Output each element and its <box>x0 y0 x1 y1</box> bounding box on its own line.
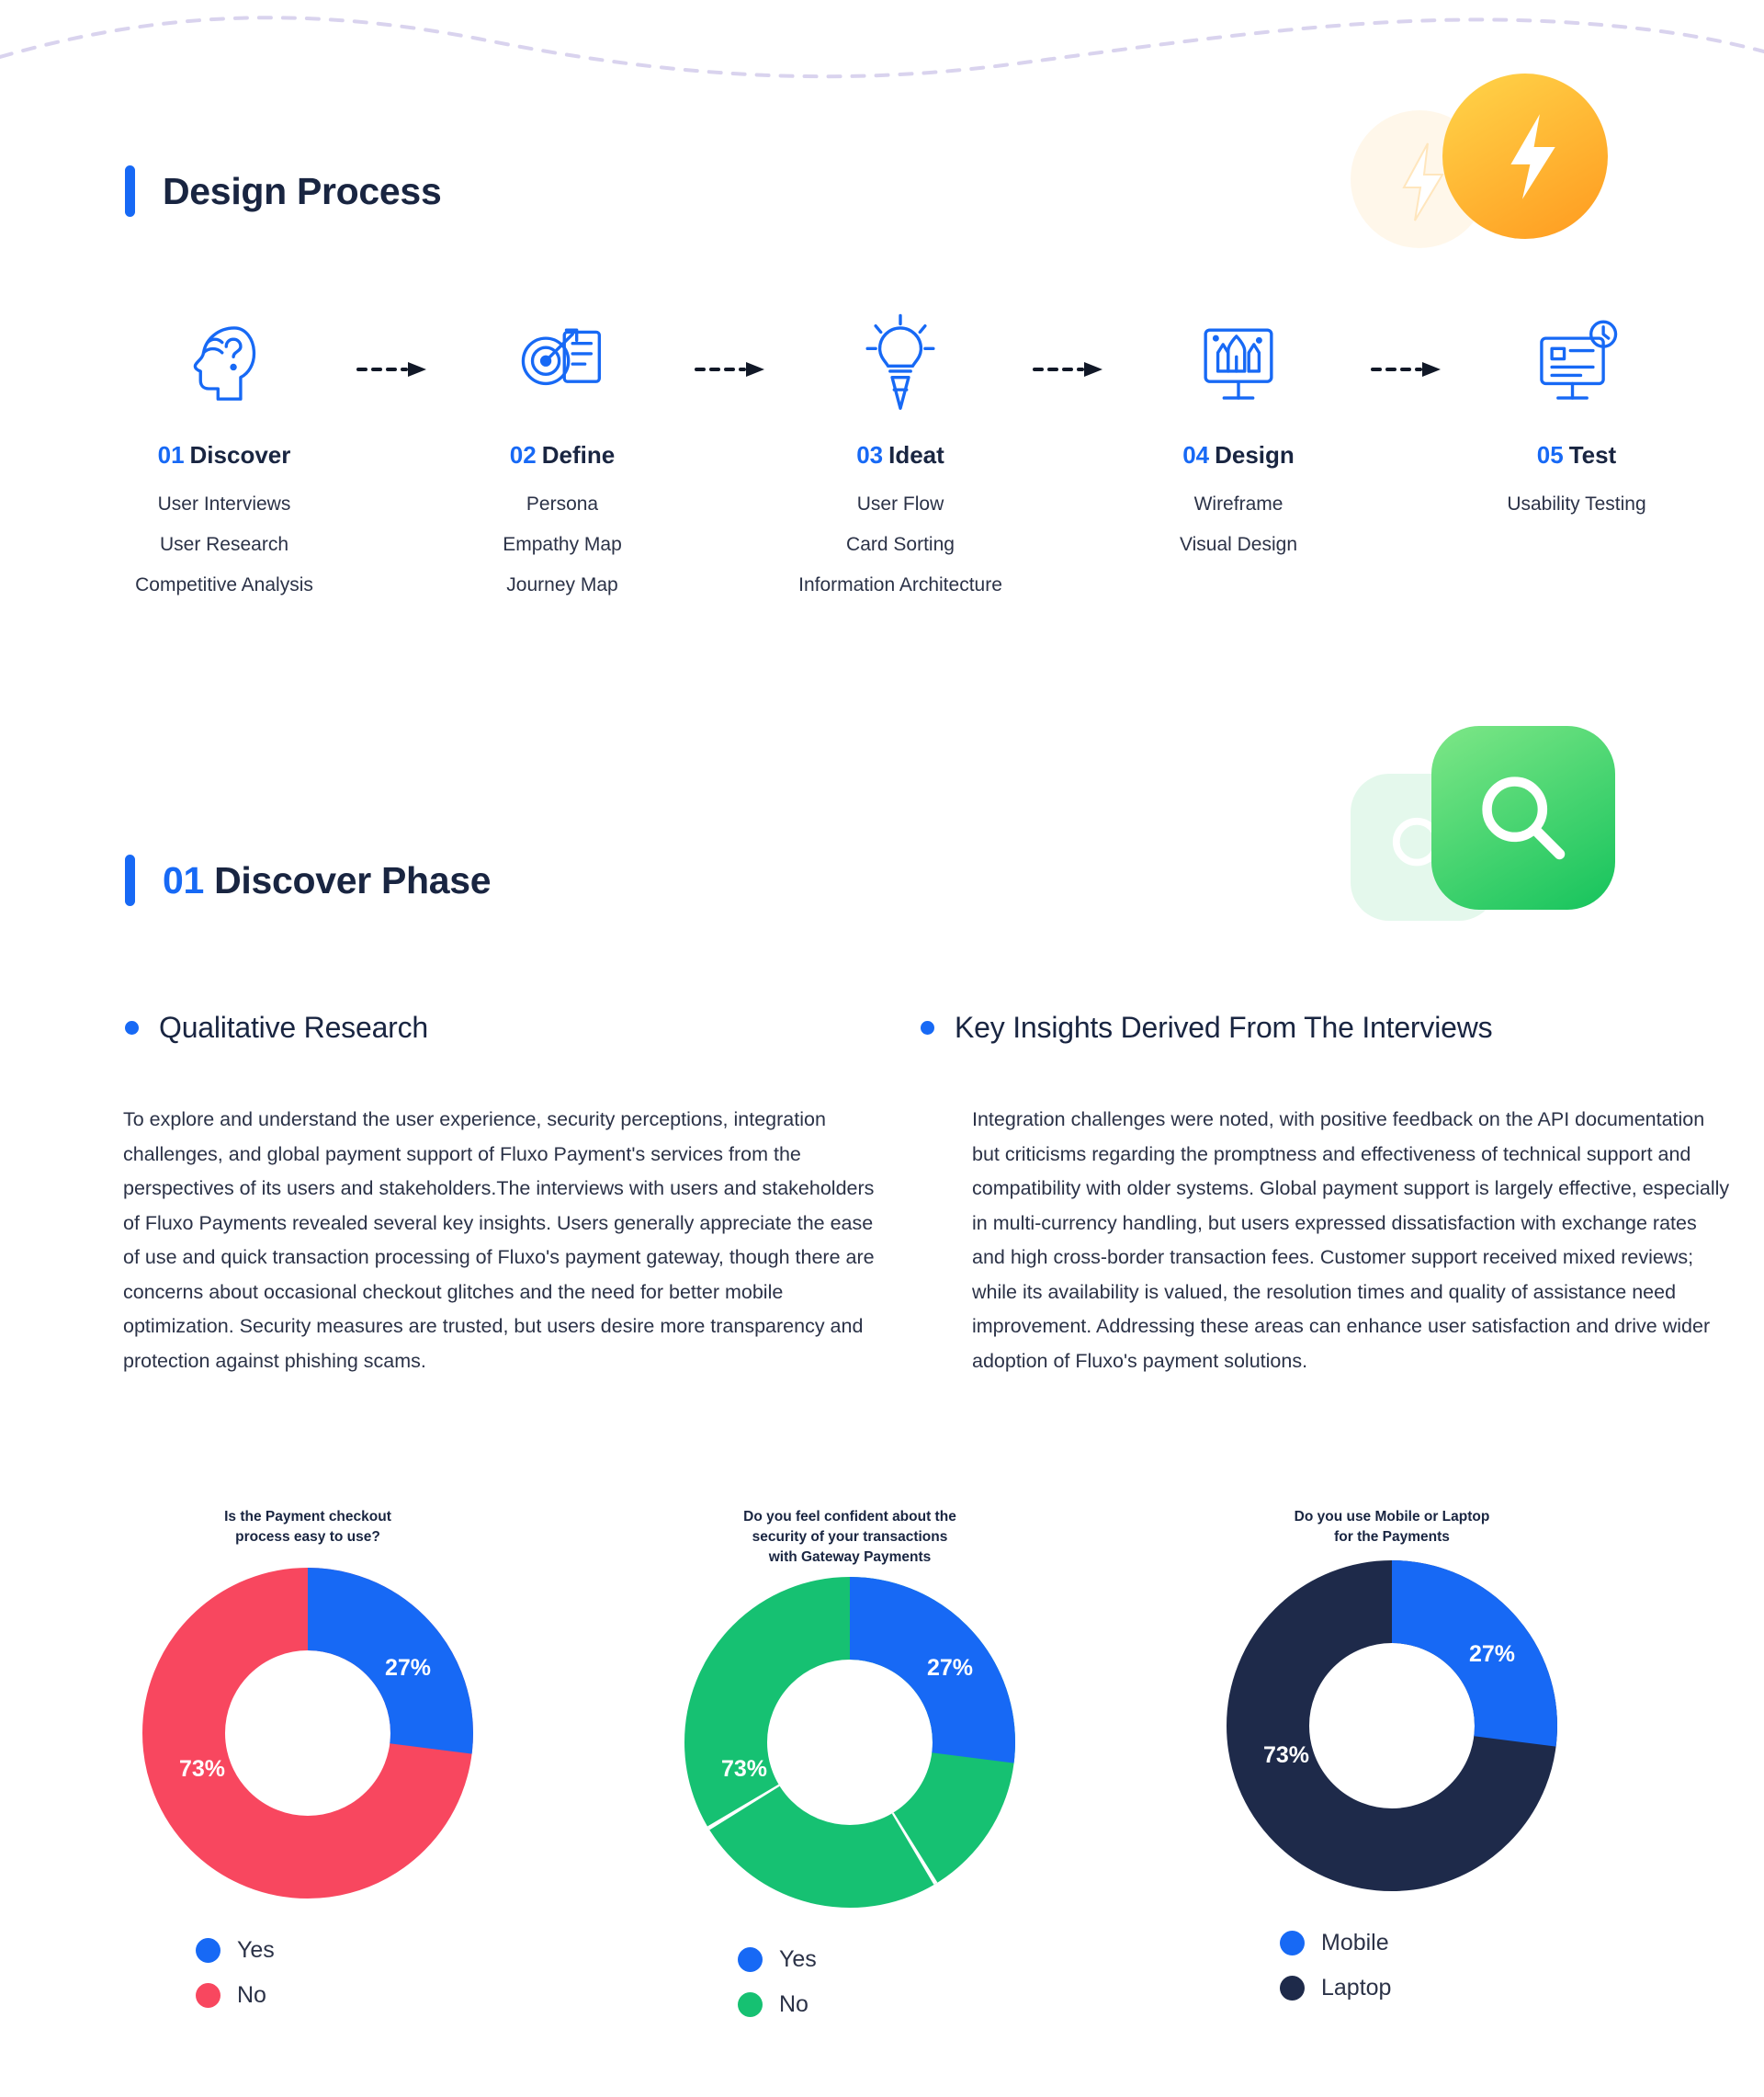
bullet-dot-icon <box>125 1021 139 1035</box>
arrow-icon-2 <box>695 303 768 596</box>
chart-title: Do you feel confident about the security of your transactions with Gateway Payments <box>743 1509 956 1565</box>
arrow-icon-3 <box>1033 303 1106 596</box>
step-items: User Interviews User Research Competitive Analysis <box>135 493 313 595</box>
design-process-heading <box>125 165 441 217</box>
slice-label-no: 73% <box>179 1756 226 1782</box>
column-heading: Qualitative Research <box>159 1011 429 1044</box>
legend-swatch-no <box>196 1983 220 2008</box>
process-step-ideat <box>768 303 1033 596</box>
donut-graphic <box>1135 1560 1649 1891</box>
donut-chart-device-usage <box>1135 1507 1649 2001</box>
legend-swatch-no <box>738 1992 763 2017</box>
slice-label-no: 73% <box>721 1756 768 1782</box>
step-items: Persona Empathy Map Journey Map <box>503 493 622 595</box>
donut-chart-security-confidence <box>593 1507 1107 2018</box>
chart-title: Do you use Mobile or Laptop for the Payments <box>1294 1509 1490 1545</box>
chart-legend <box>1135 1930 1649 2001</box>
search-badge <box>1351 726 1617 928</box>
legend-item: No <box>196 1982 565 2009</box>
chart-legend <box>593 1946 1107 2018</box>
heading-accent-bar <box>125 855 135 906</box>
slice-label-yes: 27% <box>384 1655 431 1681</box>
lightbulb-pencil-icon <box>849 303 952 423</box>
step-items: Usability Testing <box>1507 493 1646 515</box>
legend-swatch-yes <box>196 1938 220 1963</box>
chart-legend <box>51 1937 565 2009</box>
target-document-icon <box>511 303 614 423</box>
donut-graphic <box>51 1568 565 1899</box>
legend-swatch-yes <box>738 1947 763 1972</box>
donut-chart-checkout-ease <box>51 1507 565 2009</box>
step-title: 01 Discover <box>157 441 291 469</box>
step-items: Wireframe Visual Design <box>1179 493 1298 555</box>
monitor-clock-icon <box>1525 303 1628 423</box>
key-insights-heading <box>921 1011 1492 1045</box>
design-tools-monitor-icon <box>1187 303 1290 423</box>
legend-item: Yes <box>196 1937 565 1964</box>
arrow-icon-1 <box>356 303 430 596</box>
donut-graphic <box>593 1577 1107 1908</box>
slice-label-mobile: 27% <box>1468 1641 1515 1667</box>
bullet-dot-icon <box>921 1021 934 1035</box>
process-step-test <box>1444 303 1709 596</box>
slice-label-yes: 27% <box>926 1655 973 1681</box>
legend-swatch-laptop <box>1280 1976 1305 2001</box>
qualitative-research-heading <box>125 1011 428 1045</box>
legend-swatch-mobile <box>1280 1931 1305 1955</box>
page-title: Design Process <box>163 169 442 212</box>
head-brain-question-icon <box>173 303 276 423</box>
step-title: 02 Define <box>509 441 616 469</box>
donut-svg <box>684 1577 1015 1908</box>
section-title: 01 Discover Phase <box>163 858 492 901</box>
qualitative-research-body: To explore and understand the user experience, security perceptions, integration challenges, and global payment support of Fluxo Payment's services from the perspectives of its users and stakeholders.The interviews with users and stakeholders of Fluxo Payments revealed several key insights. Users generally appreciate the ease of use and quick transaction processing of Fluxo's payment gateway, though there are concerns about occasional checkout glitches and the need for better mobile optimization. Security measures are trusted, but users desire more transparency and protection against phishing scams. <box>123 1108 875 1372</box>
step-title: 03 Ideat <box>856 441 944 469</box>
donut-svg <box>142 1568 473 1899</box>
legend-item: Mobile <box>1280 1930 1649 1956</box>
slice-label-laptop: 73% <box>1263 1742 1310 1768</box>
arrow-icon-4 <box>1371 303 1444 596</box>
donut-svg <box>1227 1560 1557 1891</box>
step-title: 05 Test <box>1536 441 1617 469</box>
lightning-badge <box>1351 74 1617 276</box>
step-title: 04 Design <box>1182 441 1295 469</box>
key-insights-body: Integration challenges were noted, with positive feedback on the API documentation but criticisms regarding the promptness and effectiveness of technical support and compatibility with older systems. Global payment support is largely effective, especially in multi-currency handling, but users expressed dissatisfaction with exchange rates and high cross-border transaction fees. Customer support received mixed reviews; while its availability is valued, the resolution times and quality of assistance need improvement. Addressing these areas can enhance user satisfaction and drive wider adoption of Fluxo's payment solutions. <box>972 1108 1730 1372</box>
legend-item: Laptop <box>1280 1975 1649 2001</box>
heading-accent-bar <box>125 165 135 217</box>
step-items: User Flow Card Sorting Information Architecture <box>798 493 1002 595</box>
chart-title: Is the Payment checkout process easy to use? <box>224 1509 391 1545</box>
legend-item: No <box>738 1991 1107 2018</box>
discover-phase-heading <box>125 855 491 906</box>
process-step-discover <box>92 303 356 596</box>
design-process-steps <box>92 303 1709 596</box>
column-heading: Key Insights Derived From The Interviews <box>955 1011 1493 1044</box>
process-step-design <box>1106 303 1371 596</box>
legend-item: Yes <box>738 1946 1107 1973</box>
process-step-define <box>430 303 695 596</box>
